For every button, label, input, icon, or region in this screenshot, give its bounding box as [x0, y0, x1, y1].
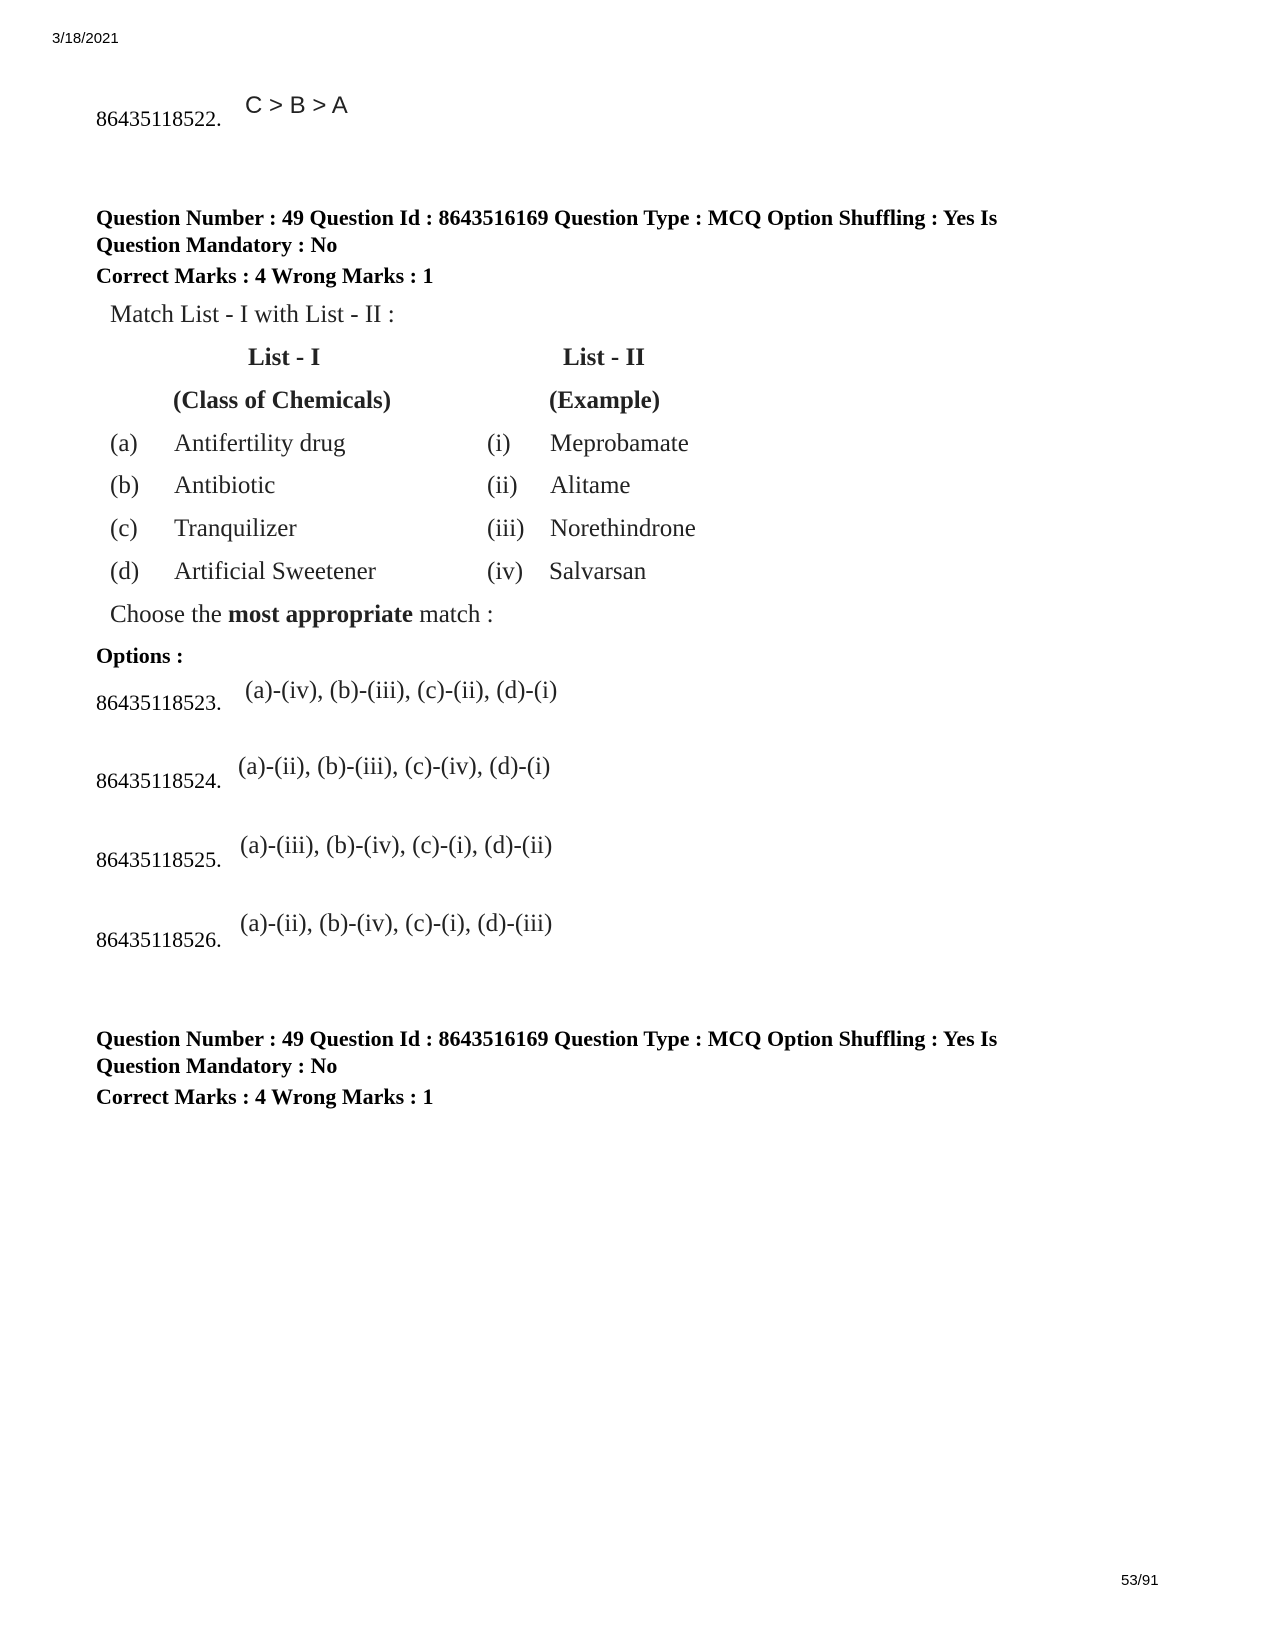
option-id: 86435118523.: [96, 690, 222, 715]
list1-row-label: (d): [110, 558, 140, 585]
list1-subheading: (Class of Chemicals): [173, 387, 392, 414]
list2-heading: List - II: [563, 344, 645, 371]
option-id: 86435118526.: [96, 927, 222, 952]
option-text: (a)-(ii), (b)-(iii), (c)-(iv), (d)-(i): [238, 753, 551, 780]
list2-row-text: Alitame: [550, 472, 631, 499]
list2-row-label: (iii): [487, 515, 525, 542]
list2-row-text: Salvarsan: [549, 558, 647, 585]
previous-option-text: C > B > A: [245, 92, 348, 119]
list1-row-label: (c): [110, 515, 138, 542]
question-meta-line1: Question Number : 49 Question Id : 8643516169 Question Type : MCQ Option Shuffling : Yes Is: [96, 1026, 998, 1051]
question-meta-line1: Question Number : 49 Question Id : 8643516169 Question Type : MCQ Option Shuffling : Yes Is: [96, 205, 998, 230]
list2-row-label: (ii): [487, 472, 518, 499]
options-label: Options :: [96, 643, 184, 668]
list1-row-label: (a): [110, 430, 138, 457]
question-meta-line2: Question Mandatory : No: [96, 232, 338, 257]
choose-prefix: Choose the: [110, 601, 229, 628]
list1-row-text: Artificial Sweetener: [174, 558, 376, 585]
match-instruction: Match List - I with List - II :: [110, 301, 395, 328]
option-id: 86435118524.: [96, 768, 222, 793]
list1-row-label: (b): [110, 472, 140, 499]
print-date: 3/18/2021: [52, 30, 119, 47]
previous-option-id: 86435118522.: [96, 106, 222, 131]
option-text: (a)-(ii), (b)-(iv), (c)-(i), (d)-(iii): [240, 910, 553, 937]
question-meta-line2: Question Mandatory : No: [96, 1053, 338, 1078]
list2-row-text: Norethindrone: [550, 515, 696, 542]
question-marks: Correct Marks : 4 Wrong Marks : 1: [96, 1084, 434, 1109]
choose-suffix: match :: [413, 601, 494, 628]
list2-row-label: (i): [487, 430, 511, 457]
list1-row-text: Antibiotic: [174, 472, 276, 499]
page-number: 53/91: [1121, 1572, 1159, 1589]
option-text: (a)-(iv), (b)-(iii), (c)-(ii), (d)-(i): [245, 677, 558, 704]
list1-row-text: Tranquilizer: [174, 515, 297, 542]
list2-row-text: Meprobamate: [550, 430, 689, 457]
list1-row-text: Antifertility drug: [174, 430, 346, 457]
option-text: (a)-(iii), (b)-(iv), (c)-(i), (d)-(ii): [240, 832, 553, 859]
list2-row-label: (iv): [487, 558, 524, 585]
choose-instruction: [110, 601, 494, 629]
option-id: 86435118525.: [96, 847, 222, 872]
choose-emphasis: most appropriate: [228, 601, 413, 628]
question-marks: Correct Marks : 4 Wrong Marks : 1: [96, 263, 434, 288]
list2-subheading: (Example): [549, 387, 661, 414]
list1-heading: List - I: [248, 344, 321, 371]
